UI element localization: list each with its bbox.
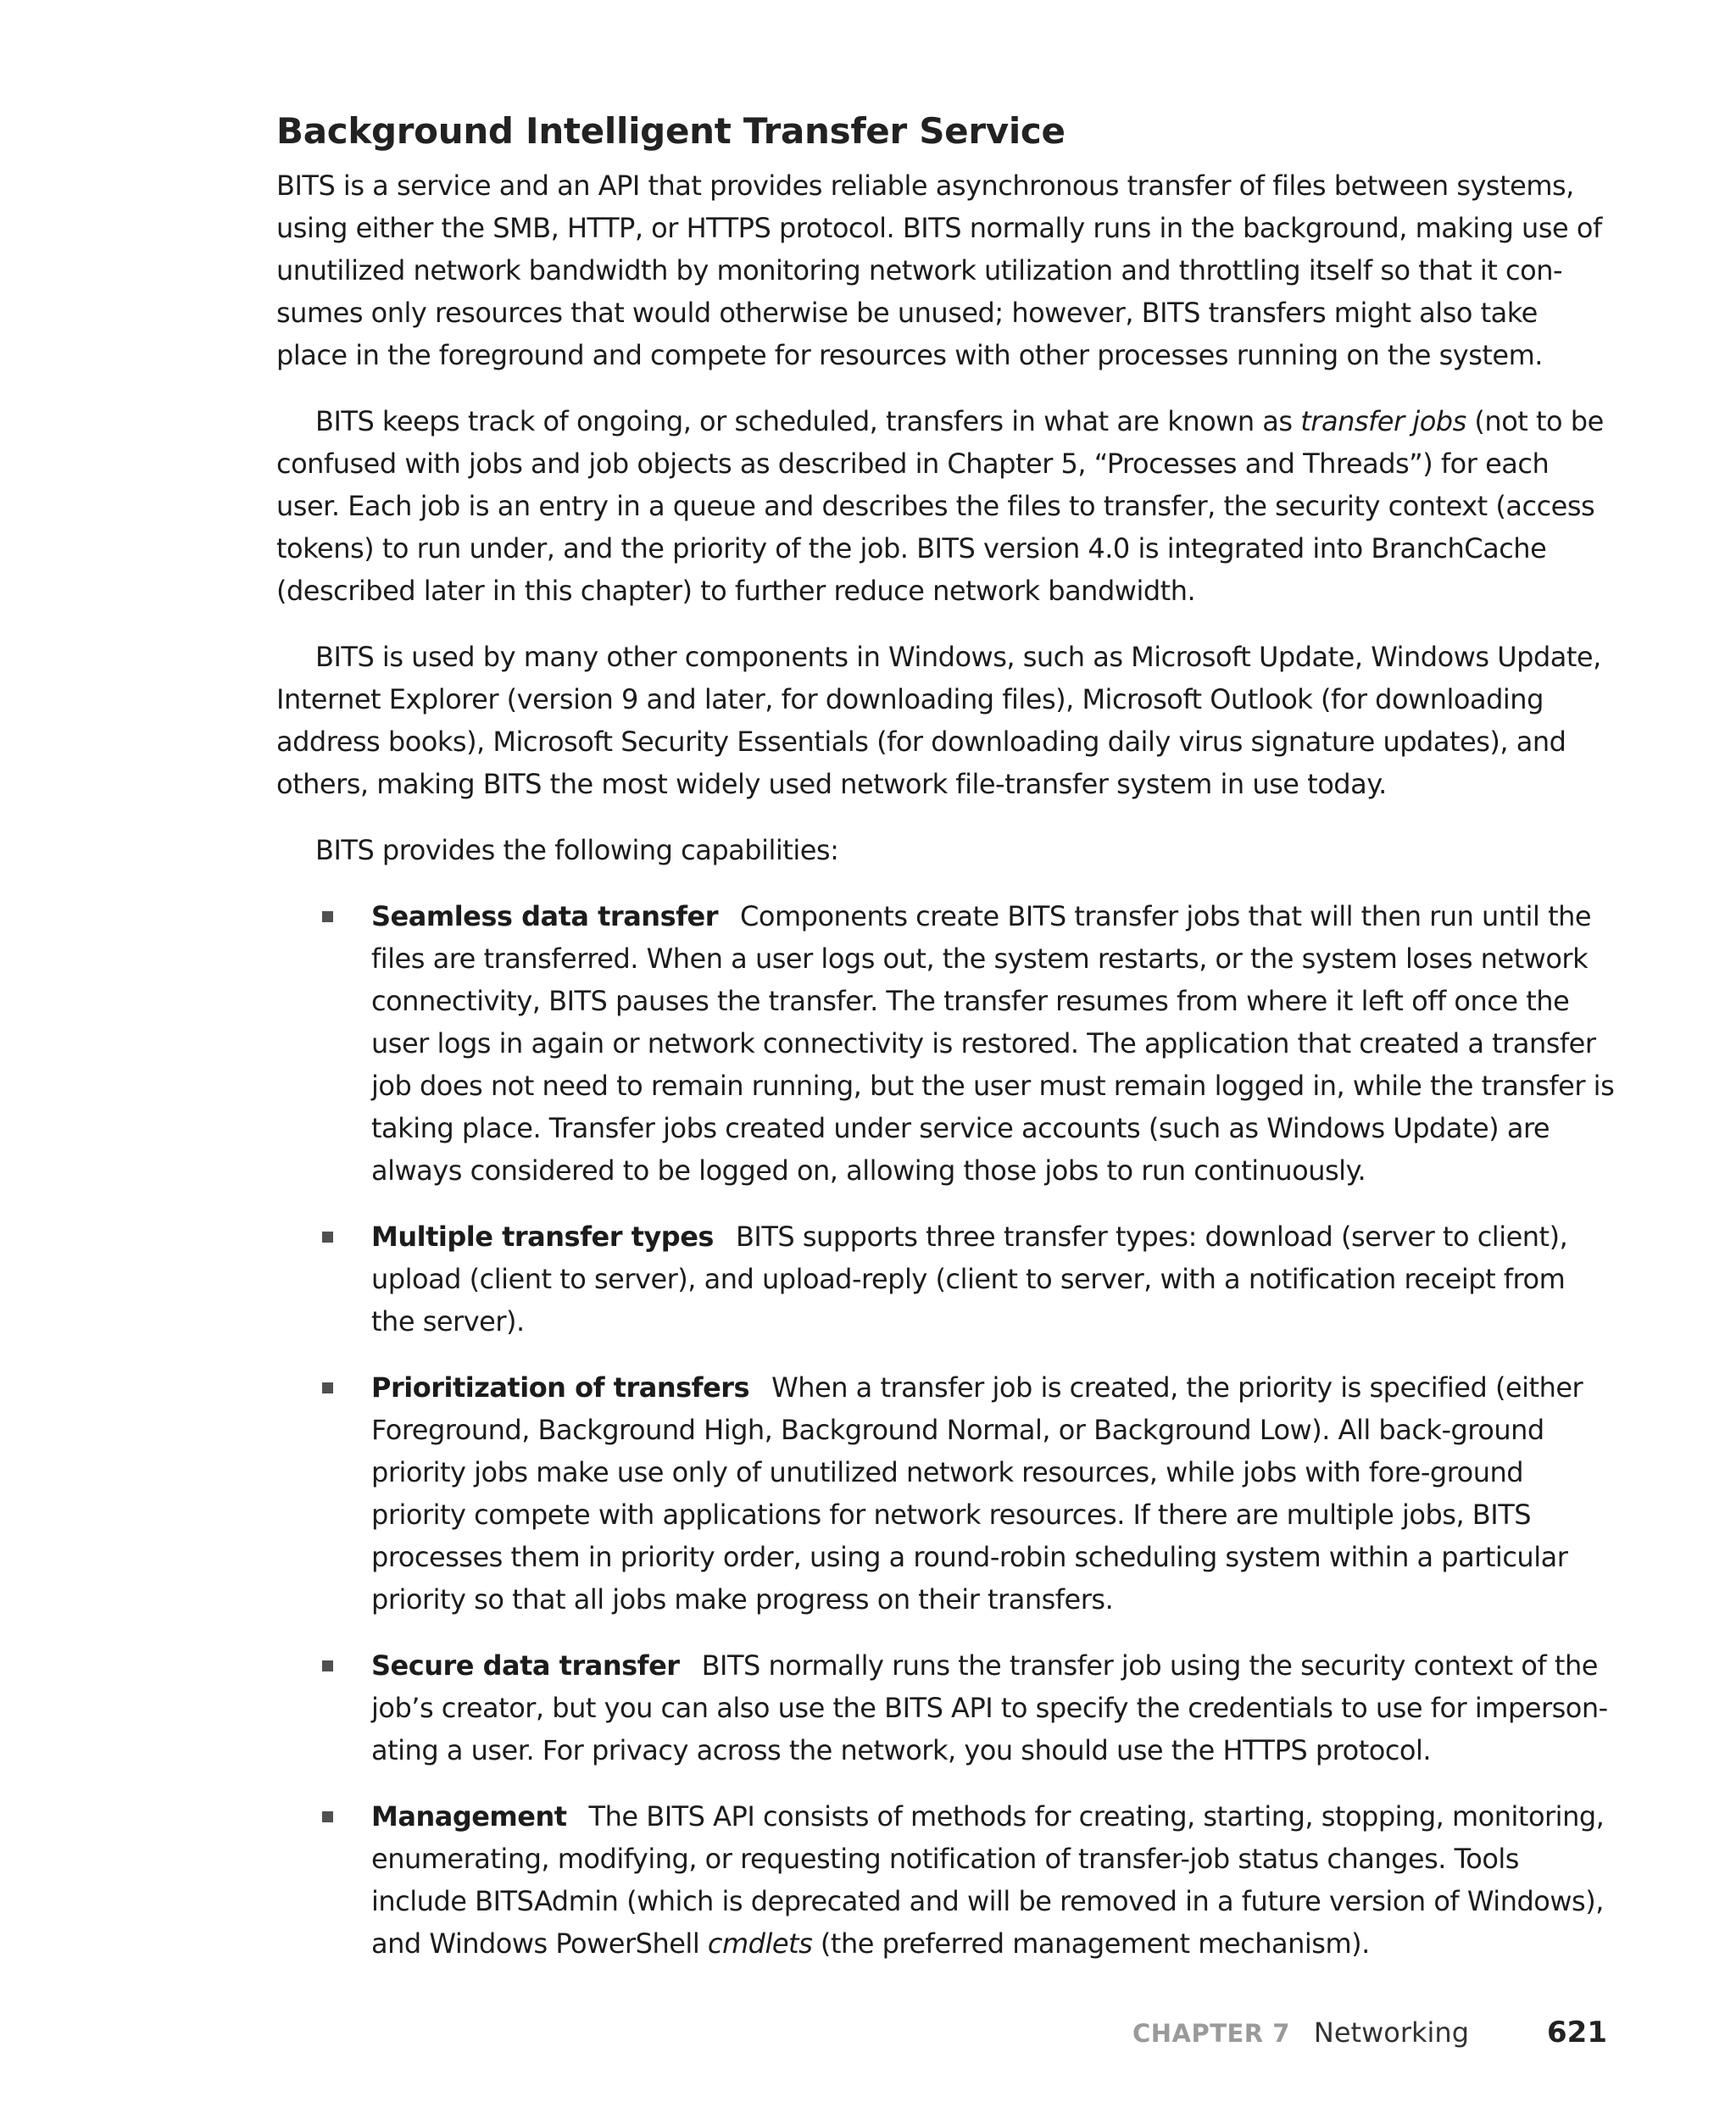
square-bullet-icon — [322, 911, 333, 922]
square-bullet-icon — [322, 1811, 333, 1822]
paragraph-intro: BITS is a service and an API that provides reliable asynchronous transfer of files between systems, using either the SMB, HTTP, or HTTPS protocol. BITS normally runs in the background, making use of unutilized network bandwidth by monitoring network utilization and throttling itself so that it con-sumes only resources that would otherwise be unused; however, BITS transfers might also take place in the foreground and compete for resources with other processes running on the system. — [276, 170, 1602, 372]
square-bullet-icon — [322, 1660, 333, 1671]
item-term: Prioritization of transfers — [371, 1371, 750, 1404]
item-text: Components create BITS transfer jobs that will then run until the files are transferred. When a user logs out, the system restarts, or the system loses network connectivity, BITS pauses the transfer. The transfer resumes from where it left off once the user logs in again or network connectivity is restored. The application that created a transfer job does not need to remain running, but the user must remain logged in, while the transfer is taking place. Transfer jobs created under service accounts (such as Windows Update) are always considered to be logged on, allowing those jobs to run continuously. — [371, 900, 1615, 1187]
chapter-name: Networking — [1313, 2016, 1470, 2049]
page-content — [276, 110, 1616, 1988]
list-item — [276, 1795, 1616, 1965]
paragraph-transfer-jobs — [276, 400, 1616, 612]
section-title: Background Intelligent Transfer Service — [276, 110, 1066, 152]
item-term: Seamless data transfer — [371, 900, 719, 933]
capabilities-list — [276, 895, 1616, 1965]
paragraph-components: BITS is used by many other components in Windows, such as Microsoft Update, Windows Update, Internet Explorer (version 9 and later, for downloading files), Microsoft Outlook (for downloading address books), Microsoft Security Essentials (for downloading daily virus signature updates), and others, making BITS the most widely used network file-transfer system in use today. — [276, 641, 1601, 801]
square-bullet-icon — [322, 1232, 333, 1243]
page-footer — [1132, 2016, 1607, 2049]
paragraph-transfer-jobs-before: BITS keeps track of ongoing, or scheduled, transfers in what are known as — [315, 405, 1301, 438]
item-term: Management — [371, 1800, 567, 1833]
list-item — [276, 895, 1616, 1192]
page-number: 621 — [1547, 2016, 1607, 2049]
list-item — [276, 1366, 1616, 1621]
square-bullet-icon — [322, 1382, 333, 1393]
item-text-before: The BITS API consists of methods for creating, starting, stopping, monitoring, enumerating, modifying, or requesting notification of transfer-job status changes. Tools include BITSAdmin (which is deprecated and will be removed in a future version of Windows), and Windows PowerShell — [371, 1800, 1605, 1960]
transfer-jobs-emphasis: transfer jobs — [1300, 405, 1466, 438]
item-text: BITS supports three transfer types: download (server to client), upload (client to server), and upload-reply (client to server, with a notification receipt from the server). — [371, 1221, 1568, 1338]
paragraph-capabilities-lead: BITS provides the following capabilities: — [315, 834, 839, 867]
item-text: When a transfer job is created, the priority is specified (either Foreground, Background High, Background Normal, or Background Low). All back-ground priority jobs make use only of unutilized network resources, while jobs with fore-ground priority compete with applications for network resources. If there are multiple jobs, BITS processes them in priority order, using a round-robin scheduling system within a particular priority so that all jobs make progress on their transfers. — [371, 1371, 1583, 1616]
item-text-after: (the preferred management mechanism). — [812, 1927, 1370, 1960]
list-item — [276, 1215, 1616, 1343]
item-text: BITS normally runs the transfer job using the security context of the job’s creator, but you can also use the BITS API to specify the credentials to use for imperson-ating a user. For privacy across the network, you should use the HTTPS protocol. — [371, 1649, 1608, 1767]
list-item — [276, 1644, 1616, 1771]
paragraph-transfer-jobs-after: (not to be confused with jobs and job objects as described in Chapter 5, “Processes and Threads”) for each user. Each job is an entry in a queue and describes the files to transfer, the security context (access tokens) to run under, and the priority of the job. BITS version 4.0 is integrated into BranchCache (described later in this chapter) to further reduce network bandwidth. — [276, 405, 1604, 608]
chapter-label: CHAPTER 7 — [1132, 2019, 1290, 2048]
item-term: Multiple transfer types — [371, 1221, 714, 1254]
item-term: Secure data transfer — [371, 1649, 680, 1682]
cmdlets-emphasis: cmdlets — [707, 1927, 813, 1960]
